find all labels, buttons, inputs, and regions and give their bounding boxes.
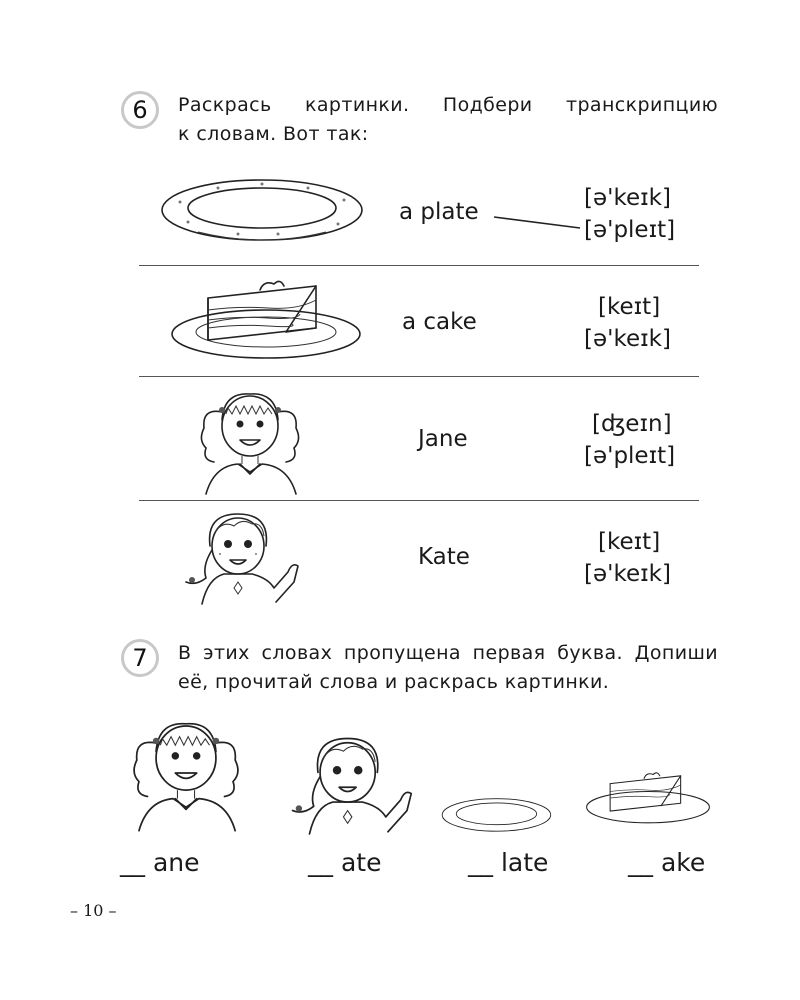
transcription-option: [ʤeɪn] [592,411,672,437]
transcription-option: [ə'keɪk] [584,561,671,587]
letter-blank[interactable]: __ [628,848,653,877]
word-ending: ane [152,848,200,877]
word-ending: late [500,848,549,877]
transcription-option: [keɪt] [598,529,661,555]
exercise-6-instruction [178,91,718,149]
transcription-option: [ə'pleɪt] [584,217,676,243]
word-ending: ake [660,848,706,877]
fill-in-word-jane [120,848,200,877]
word-ending: ate [340,848,382,877]
girl-kate-illustration [182,506,306,606]
plate-illustration [440,796,554,836]
page-number: – 10 – [70,901,117,920]
row-divider [139,265,699,266]
exercise-6-number: 6 [121,91,159,129]
transcription-option: [ə'keɪk] [584,326,671,352]
transcriptions-row-1 [584,182,675,246]
girl-jane-illustration [192,384,308,496]
row-divider [139,500,699,501]
instruction-line: к словам. Вот так: [178,123,369,145]
letter-blank[interactable]: __ [308,848,333,877]
transcription-option: [ə'keɪk] [584,185,671,211]
word-kate: Kate [418,544,470,570]
fill-in-word-kate [308,848,381,877]
plate-illustration [158,178,368,246]
fill-in-word-plate [468,848,548,877]
letter-blank[interactable]: __ [120,848,145,877]
girl-kate-illustration [288,730,420,836]
exercise-7-instruction [178,639,718,697]
word-cake: a cake [402,309,477,335]
word-jane: Jane [418,426,468,452]
transcription-option: [ə'pleɪt] [584,443,676,469]
exercise-7-number: 7 [121,639,159,677]
example-connector-line [492,210,584,234]
row-divider [139,376,699,377]
instruction-line: Раскрась картинки. Подбери транскрипцию [178,94,718,116]
word-plate: a plate [399,199,479,225]
transcriptions-row-4 [584,526,671,590]
cake-illustration [168,278,364,362]
instruction-line: В этих словах пропущена первая буква. Допиши [178,642,718,664]
fill-in-word-cake [628,848,705,877]
transcriptions-row-3 [584,408,675,472]
girl-jane-illustration [124,706,248,840]
transcriptions-row-2 [584,291,671,355]
letter-blank[interactable]: __ [468,848,493,877]
transcription-option: [keɪt] [598,294,661,320]
cake-illustration [584,770,712,826]
instruction-line: её, прочитай слова и раскрась картинки. [178,671,610,693]
